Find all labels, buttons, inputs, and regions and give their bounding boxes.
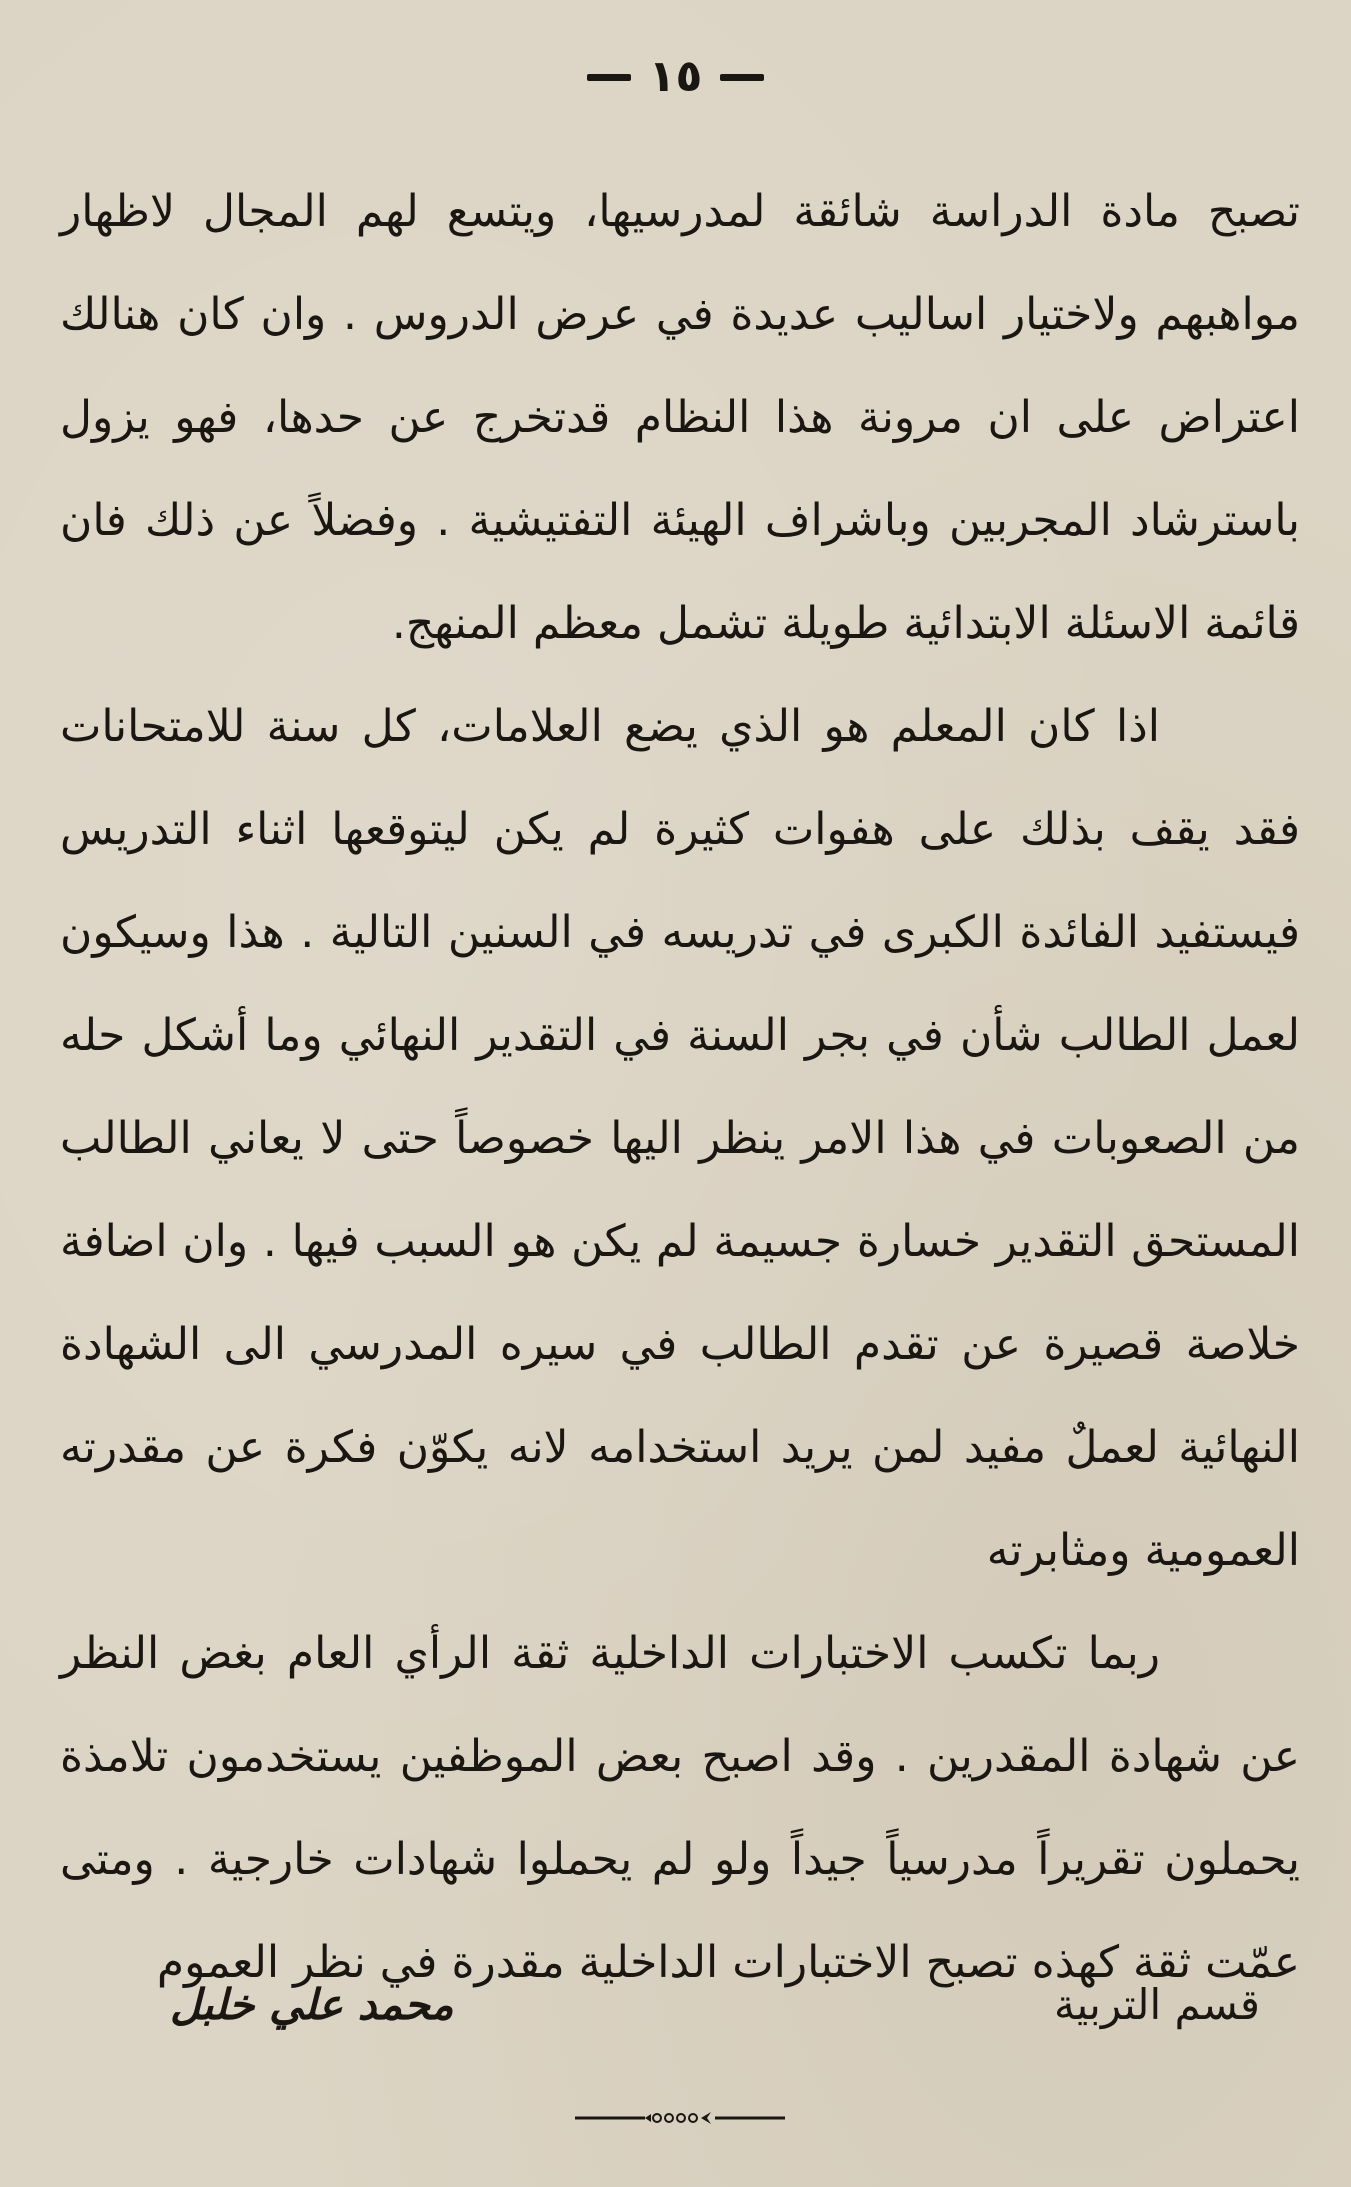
end-ornament-icon [575,2108,785,2128]
page-number-header [0,52,1351,102]
paragraph-1: تصبح مادة الدراسة شائقة لمدرسيها، ويتسع لهم المجال لاظهار مواهبهم ولاختيار اساليب عديدة في عرض الدروس . وان كان هنالك اعتراض على ان مرونة هذا النظام قدتخرج عن حدها، فهو يزول باسترشاد المجربين وباشراف الهيئة التفتيشية . وفضلاً عن ذلك فان قائمة الاسئلة الابتدائية طويلة تشمل معظم المنهج. [60,186,1300,649]
department-label: قسم التربية [1053,1980,1260,2029]
author-signature: محمد علي خلبل [170,1980,454,2029]
page-number: ١٥ [648,51,703,102]
page-number-dash-right [720,74,764,81]
paragraph-3: ربما تكسب الاختبارات الداخلية ثقة الرأي العام بغض النظر عن شهادة المقدرين . وقد اصبح بعض الموظفين يستخدمون تلامذة يحملون تقريراً مدرسياً جيداً ولو لم يحملوا شهادات خارجية . ومتى عمّت ثقة كهذه تصبح الاختبارات الداخلية مقدرة في نظر العموم [60,1628,1300,1988]
paragraph-2: اذا كان المعلم هو الذي يضع العلامات، كل سنة للامتحانات فقد يقف بذلك على هفوات كثيرة لم يكن ليتوقعها اثناء التدريس فيستفيد الفائدة الكبرى في تدريسه في السنين التالية . هذا وسيكون لعمل الطالب شأن في بجر السنة في التقدير النهائي وما أشكل حله من الصعوبات في هذا الامر ينظر اليها خصوصاً حتى لا يعاني الطالب المستحق التقدير خسارة جسيمة لم يكن هو السبب فيها . وان اضافة خلاصة قصيرة عن تقدم الطالب في سيره المدرسي الى الشهادة النهائية لعملٌ مفيد لمن يريد استخدامه لانه يكوّن فكرة عن مقدرته العمومية ومثابرته [60,701,1300,1576]
article-body [60,160,1300,2014]
page-number-dash-left [587,74,631,81]
signature-row [60,1980,1300,2050]
